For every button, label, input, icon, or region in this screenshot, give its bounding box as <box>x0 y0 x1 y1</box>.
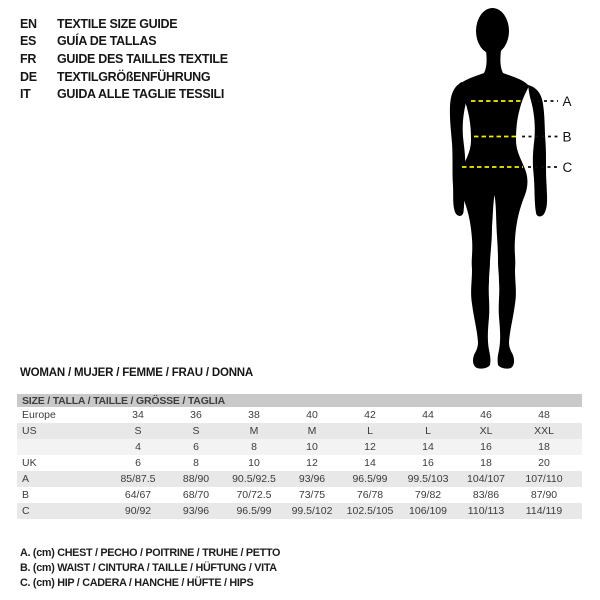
table-cell: 85/87.5 <box>120 473 156 485</box>
table-cell: 99.5/102 <box>291 505 333 517</box>
table-cell: 8 <box>193 457 199 469</box>
table-cell: 99.5/103 <box>407 473 449 485</box>
table-cell: 93/96 <box>182 505 210 517</box>
table-cell: 20 <box>538 457 550 469</box>
table-row-label: B <box>22 489 30 501</box>
size-table-header: SIZE / TALLA / TAILLE / GRÖSSE / TAGLIA <box>17 394 582 407</box>
table-cell: 18 <box>538 441 550 453</box>
legend-waist: B. (cm) WAIST / CINTURA / TAILLE / HÜFTUNG / VITA <box>20 562 277 574</box>
language-label: GUIDA ALLE TAGLIE TESSILI <box>57 87 225 102</box>
table-cell: 6 <box>193 441 199 453</box>
table-cell: 96.5/99 <box>236 505 272 517</box>
table-cell: 90.5/92.5 <box>232 473 276 485</box>
table-cell: 8 <box>251 441 257 453</box>
table-cell: 4 <box>135 441 141 453</box>
marker-b-label: B <box>562 129 572 145</box>
table-cell: XL <box>479 425 493 437</box>
marker-c-label: C <box>562 160 573 175</box>
table-cell: 76/78 <box>356 489 384 501</box>
legend-chest: A. (cm) CHEST / PECHO / POITRINE / TRUHE / PETTO <box>20 547 281 559</box>
table-cell: 46 <box>480 409 492 421</box>
language-code: IT <box>20 87 31 102</box>
table-cell: 87/90 <box>530 489 558 501</box>
table-cell: 106/109 <box>409 505 447 517</box>
table-cell: M <box>249 425 259 437</box>
table-cell: 83/86 <box>472 489 500 501</box>
woman-silhouette-icon <box>450 8 547 369</box>
table-cell: 70/72.5 <box>236 489 272 501</box>
table-cell: 16 <box>480 441 492 453</box>
table-cell: 64/67 <box>124 489 152 501</box>
table-row <box>17 407 582 423</box>
table-cell: 14 <box>422 441 434 453</box>
table-cell: 18 <box>480 457 492 469</box>
table-row <box>17 423 582 439</box>
table-cell: 96.5/99 <box>352 473 388 485</box>
table-row <box>17 471 582 487</box>
table-cell: 90/92 <box>124 505 152 517</box>
table-cell: 42 <box>364 409 376 421</box>
table-cell: 10 <box>248 457 260 469</box>
table-cell: 6 <box>135 457 141 469</box>
marker-a-label: A <box>562 94 572 109</box>
table-cell: 48 <box>538 409 550 421</box>
table-row-label: C <box>22 505 30 517</box>
size-table-body <box>17 407 582 519</box>
legend-hip: C. (cm) HIP / CADERA / HANCHE / HÜFTE / HIPS <box>20 577 254 589</box>
table-cell: M <box>307 425 317 437</box>
size-table <box>17 394 582 519</box>
table-row-label: US <box>22 425 37 437</box>
table-cell: 34 <box>132 409 144 421</box>
table-cell: 79/82 <box>414 489 442 501</box>
table-cell: 12 <box>306 457 318 469</box>
table-cell: 68/70 <box>182 489 210 501</box>
table-row <box>17 455 582 471</box>
table-cell: XXL <box>534 425 554 437</box>
table-cell: 107/110 <box>525 473 563 485</box>
table-cell: 104/107 <box>467 473 505 485</box>
table-cell: 36 <box>190 409 202 421</box>
table-cell: S <box>192 425 200 437</box>
table-cell: 102.5/105 <box>346 505 394 517</box>
table-cell: L <box>425 425 431 437</box>
table-cell: 110/113 <box>467 505 505 517</box>
table-row <box>17 487 582 503</box>
table-cell: 88/90 <box>182 473 210 485</box>
table-cell: 16 <box>422 457 434 469</box>
language-label: TEXTILE SIZE GUIDE <box>57 16 178 31</box>
table-cell: 114/119 <box>525 505 563 517</box>
language-code: EN <box>20 16 37 31</box>
table-row-label: Europe <box>22 409 56 421</box>
table-cell: 73/75 <box>298 489 326 501</box>
language-label: GUÍA DE TALLAS <box>57 34 157 49</box>
measurement-legend <box>20 546 280 591</box>
table-row <box>17 439 582 455</box>
table-row-label: UK <box>22 457 37 469</box>
language-label: GUIDE DES TAILLES TEXTILE <box>57 51 228 66</box>
language-code: ES <box>20 34 37 49</box>
table-cell: 14 <box>364 457 376 469</box>
table-row-label: A <box>22 473 30 485</box>
language-label: TEXTILGRÖßENFÜHRUNG <box>57 69 211 84</box>
table-row <box>17 503 582 519</box>
language-code: FR <box>20 51 37 66</box>
table-cell: 10 <box>306 441 318 453</box>
section-title: WOMAN / MUJER / FEMME / FRAU / DONNA <box>20 367 254 379</box>
table-cell: 12 <box>364 441 376 453</box>
table-cell: 44 <box>422 409 434 421</box>
table-cell: 40 <box>306 409 318 421</box>
table-cell: S <box>134 425 142 437</box>
table-cell: 93/96 <box>298 473 326 485</box>
table-cell: L <box>367 425 373 437</box>
table-cell: 38 <box>248 409 260 421</box>
language-code: DE <box>20 69 37 84</box>
